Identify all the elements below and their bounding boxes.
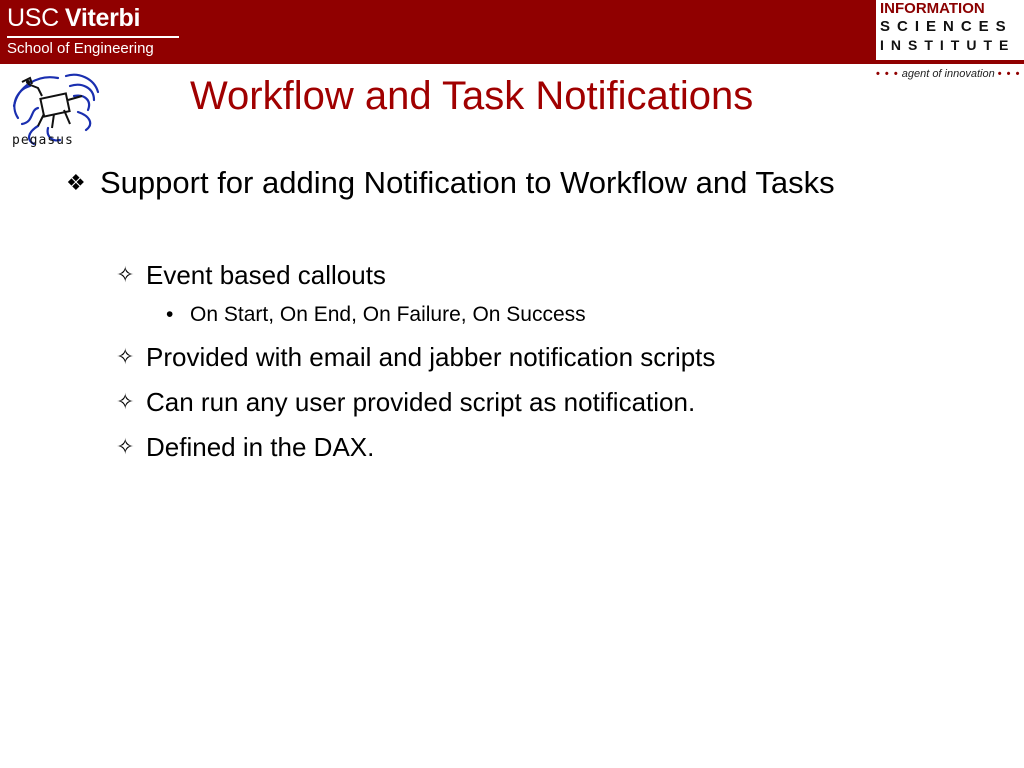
bullet-defined-in-dax-text: Defined in the DAX. <box>146 432 375 462</box>
isi-line-institute: INSTITUTE <box>880 37 1016 53</box>
isi-logo <box>876 0 1024 60</box>
bullet-callout-events-text: On Start, On End, On Failure, On Success <box>190 303 586 326</box>
bullet-defined-in-dax <box>116 431 375 463</box>
star-bullet-icon: ✧ <box>116 434 135 459</box>
slide-title: Workflow and Task Notifications <box>190 74 754 118</box>
usc-viterbi-wordmark <box>7 4 140 32</box>
isi-line-sciences: SCIENCES <box>880 18 1013 35</box>
bullet-main-text: Support for adding Notification to Workflow and Tasks <box>100 165 835 200</box>
bullet-main <box>66 162 900 204</box>
bullet-notification-scripts-text: Provided with email and jabber notification scripts <box>146 342 716 372</box>
star-bullet-icon: ✧ <box>116 262 135 287</box>
dot-bullet-icon: • <box>166 303 174 326</box>
tagline-dots-start: • • • <box>876 68 899 80</box>
star-bullet-icon: ✧ <box>116 344 135 369</box>
school-of-engineering-text: School of Engineering <box>7 40 154 57</box>
tagline-dots-end: • • • <box>997 68 1021 80</box>
bullet-user-script <box>116 386 696 418</box>
bullet-callout-events <box>166 301 586 329</box>
bullet-user-script-text: Can run any user provided script as notification. <box>146 387 696 417</box>
viterbi-text: Viterbi <box>64 4 141 32</box>
pegasus-wordmark: pegasus <box>12 133 74 148</box>
logo-divider <box>7 36 179 38</box>
tagline-text: agent of innovation <box>901 68 995 80</box>
isi-tagline <box>876 68 1024 80</box>
bullet-notification-scripts <box>116 341 716 373</box>
usc-viterbi-logo <box>7 4 182 60</box>
isi-line-information: INFORMATION <box>880 0 985 17</box>
header-bar <box>0 0 1024 64</box>
bullet-event-callouts-text: Event based callouts <box>146 260 386 290</box>
star-bullet-icon: ✧ <box>116 389 135 414</box>
usc-text: USC <box>7 4 59 32</box>
bullet-event-callouts <box>116 259 386 291</box>
diamond-bullet-icon: ❖ <box>66 170 86 195</box>
